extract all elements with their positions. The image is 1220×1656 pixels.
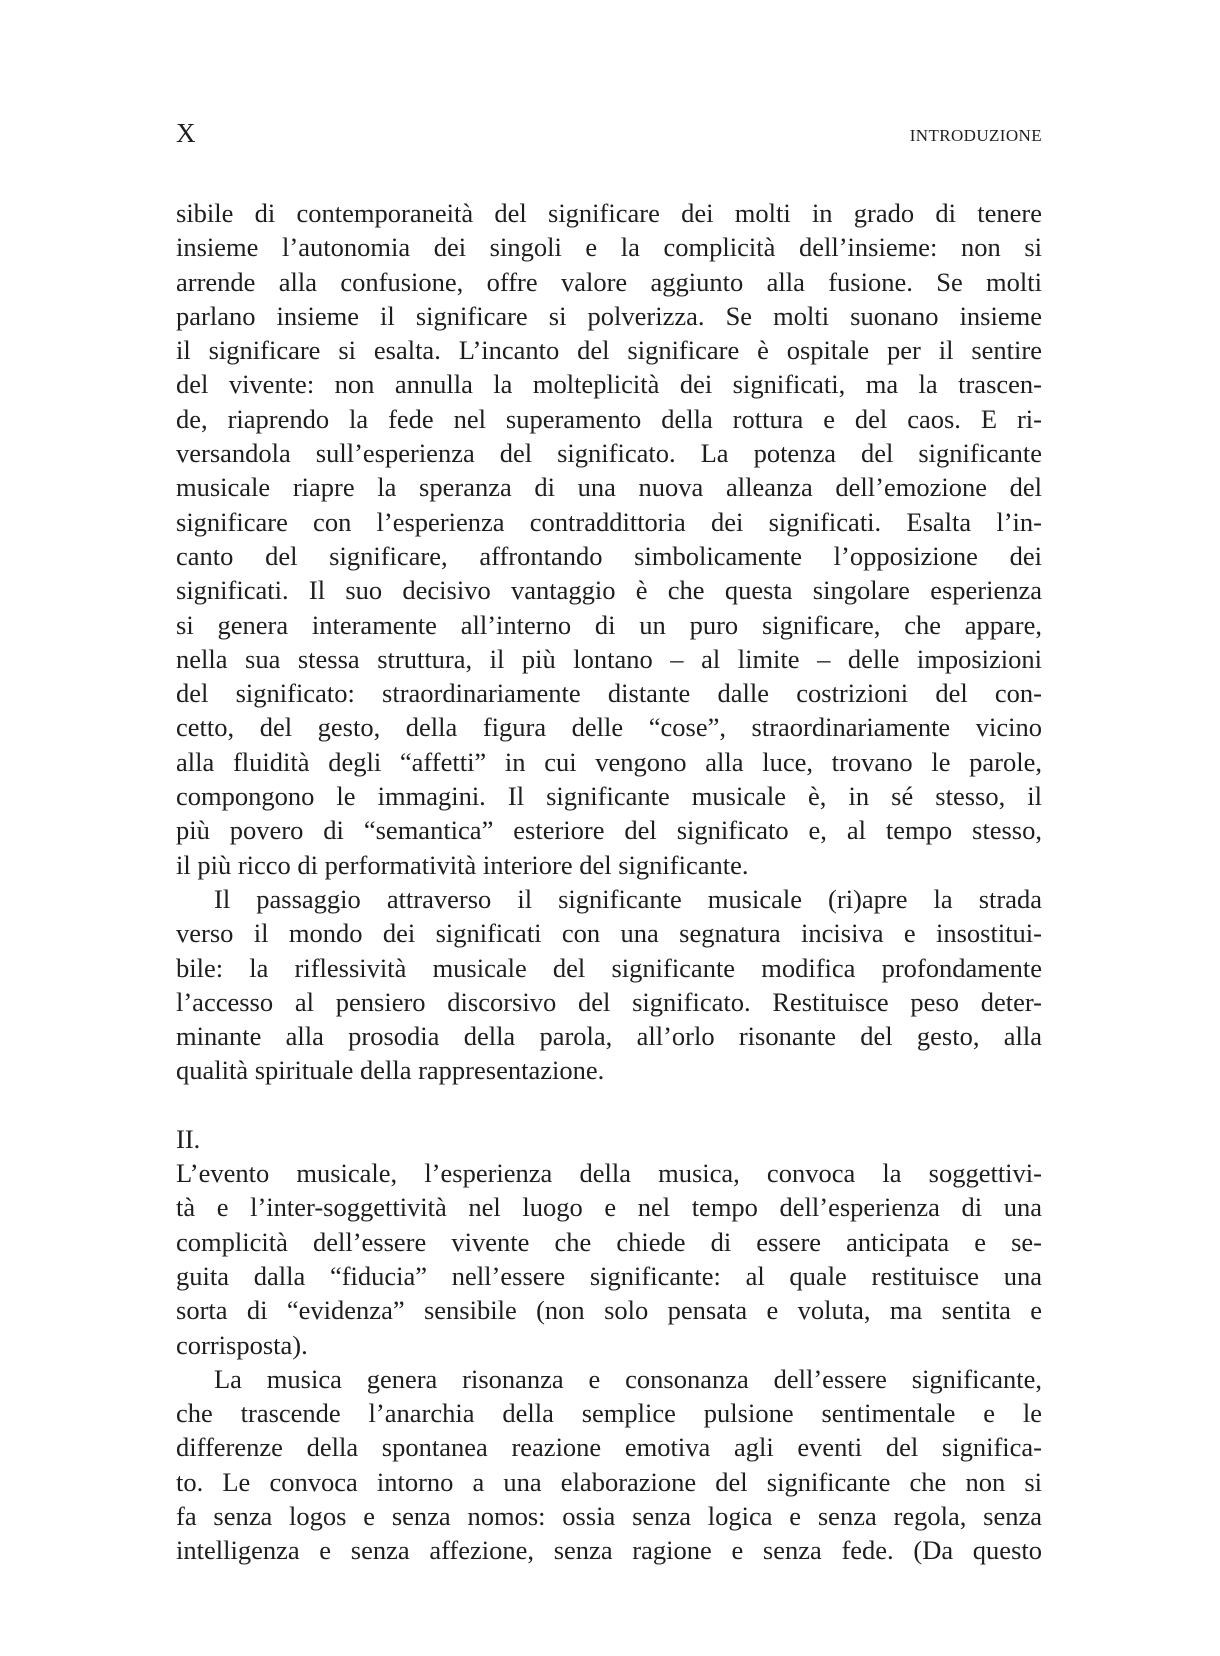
- text-line: nella sua stessa struttura, il più lontano – al limite – delle imposizioni: [176, 643, 1042, 674]
- paragraph: [176, 1362, 1042, 1568]
- text-line: tà e l’inter-soggettività nel luogo e nel tempo dell’esperienza di una: [176, 1192, 1042, 1223]
- section-spacer: [176, 1088, 1042, 1122]
- text-line: to. Le convoca intorno a una elaborazione del significante che non si: [176, 1466, 1042, 1497]
- text-line: corrisposta).: [176, 1329, 308, 1360]
- text-line: verso il mondo dei significati con una segnatura incisiva e insostitui-: [176, 918, 1042, 949]
- text-line: significare con l’esperienza contraddittoria dei significati. Esalta l’in-: [176, 506, 1042, 537]
- paragraph: [176, 1156, 1042, 1362]
- text-line: del significato: straordinariamente distante dalle costrizioni del con-: [176, 678, 1042, 709]
- text-line: alla fluidità degli “affetti” in cui vengono alla luce, trovano le parole,: [176, 746, 1042, 777]
- text-line: arrende alla confusione, offre valore aggiunto alla fusione. Se molti: [176, 266, 1042, 297]
- text-line: sibile di contemporaneità del significare dei molti in grado di tenere: [176, 198, 1042, 228]
- text-line: canto del significare, affrontando simbolicamente l’opposizione dei: [176, 540, 1042, 571]
- text-line: bile: la riflessività musicale del significante modifica profondamente: [176, 952, 1042, 983]
- text-line: sorta di “evidenza” sensibile (non solo pensata e voluta, ma sentita e: [176, 1295, 1042, 1326]
- text-line: differenze della spontanea reazione emotiva agli eventi del significa-: [176, 1432, 1042, 1463]
- text-line: il più ricco di performatività interiore del significante.: [176, 849, 749, 880]
- text-line: che trascende l’anarchia della semplice pulsione sentimentale e le: [176, 1398, 1042, 1429]
- paragraph: [176, 882, 1042, 1088]
- text-line: compongono le immagini. Il significante musicale è, in sé stesso, il: [176, 781, 1042, 812]
- text-line: più povero di “semantica” esteriore del significato e, al tempo stesso,: [176, 815, 1042, 846]
- text-line: musicale riapre la speranza di una nuova alleanza dell’emozione del: [176, 472, 1042, 503]
- text-line: fa senza logos e senza nomos: ossia senza logica e senza regola, senza: [176, 1500, 1042, 1531]
- text-line: de, riaprendo la fede nel superamento della rottura e del caos. E ri-: [176, 403, 1042, 434]
- text-line: del vivente: non annulla la molteplicità dei significati, ma la trascen-: [176, 369, 1042, 400]
- text-line: insieme l’autonomia dei singoli e la complicità dell’insieme: non si: [176, 232, 1042, 263]
- text-line: qualità spirituale della rappresentazione.: [176, 1055, 605, 1086]
- body-text: [176, 196, 1042, 1568]
- text-line: complicità dell’essere vivente che chiede di essere anticipata e se-: [176, 1226, 1042, 1257]
- section-heading: II.: [176, 1123, 201, 1154]
- text-line: parlano insieme il significare si polverizza. Se molti suonano insieme: [176, 300, 1042, 331]
- text-line: Il passaggio attraverso il significante musicale (ri)apre la strada: [214, 883, 1042, 914]
- text-line: L’evento musicale, l’esperienza della musica, convoca la soggettivi-: [176, 1158, 1042, 1189]
- running-title: INTRODUZIONE: [909, 126, 1042, 145]
- text-line: minante alla prosodia della parola, all’orlo risonante del gesto, alla: [176, 1021, 1042, 1052]
- text-line: La musica genera risonanza e consonanza dell’essere significante,: [214, 1363, 1042, 1394]
- text-line: versandola sull’esperienza del significato. La potenza del significante: [176, 438, 1042, 469]
- running-head: [176, 118, 1042, 158]
- text-line: l’accesso al pensiero discorsivo del significato. Restituisce peso deter-: [176, 986, 1042, 1017]
- paragraph: [176, 196, 1042, 882]
- text-line: cetto, del gesto, della figura delle “cose”, straordinariamente vicino: [176, 712, 1042, 743]
- text-line: guita dalla “fiducia” nell’essere significante: al quale restituisce una: [176, 1260, 1042, 1291]
- page-number: X: [176, 118, 196, 148]
- text-line: il significare si esalta. L’incanto del significare è ospitale per il sentire: [176, 335, 1042, 366]
- text-line: si genera interamente all’interno di un puro significare, che appare,: [176, 609, 1042, 640]
- text-line: intelligenza e senza affezione, senza ragione e senza fede. (Da questo: [176, 1535, 1042, 1566]
- text-line: significati. Il suo decisivo vantaggio è che questa singolare esperienza: [176, 575, 1042, 606]
